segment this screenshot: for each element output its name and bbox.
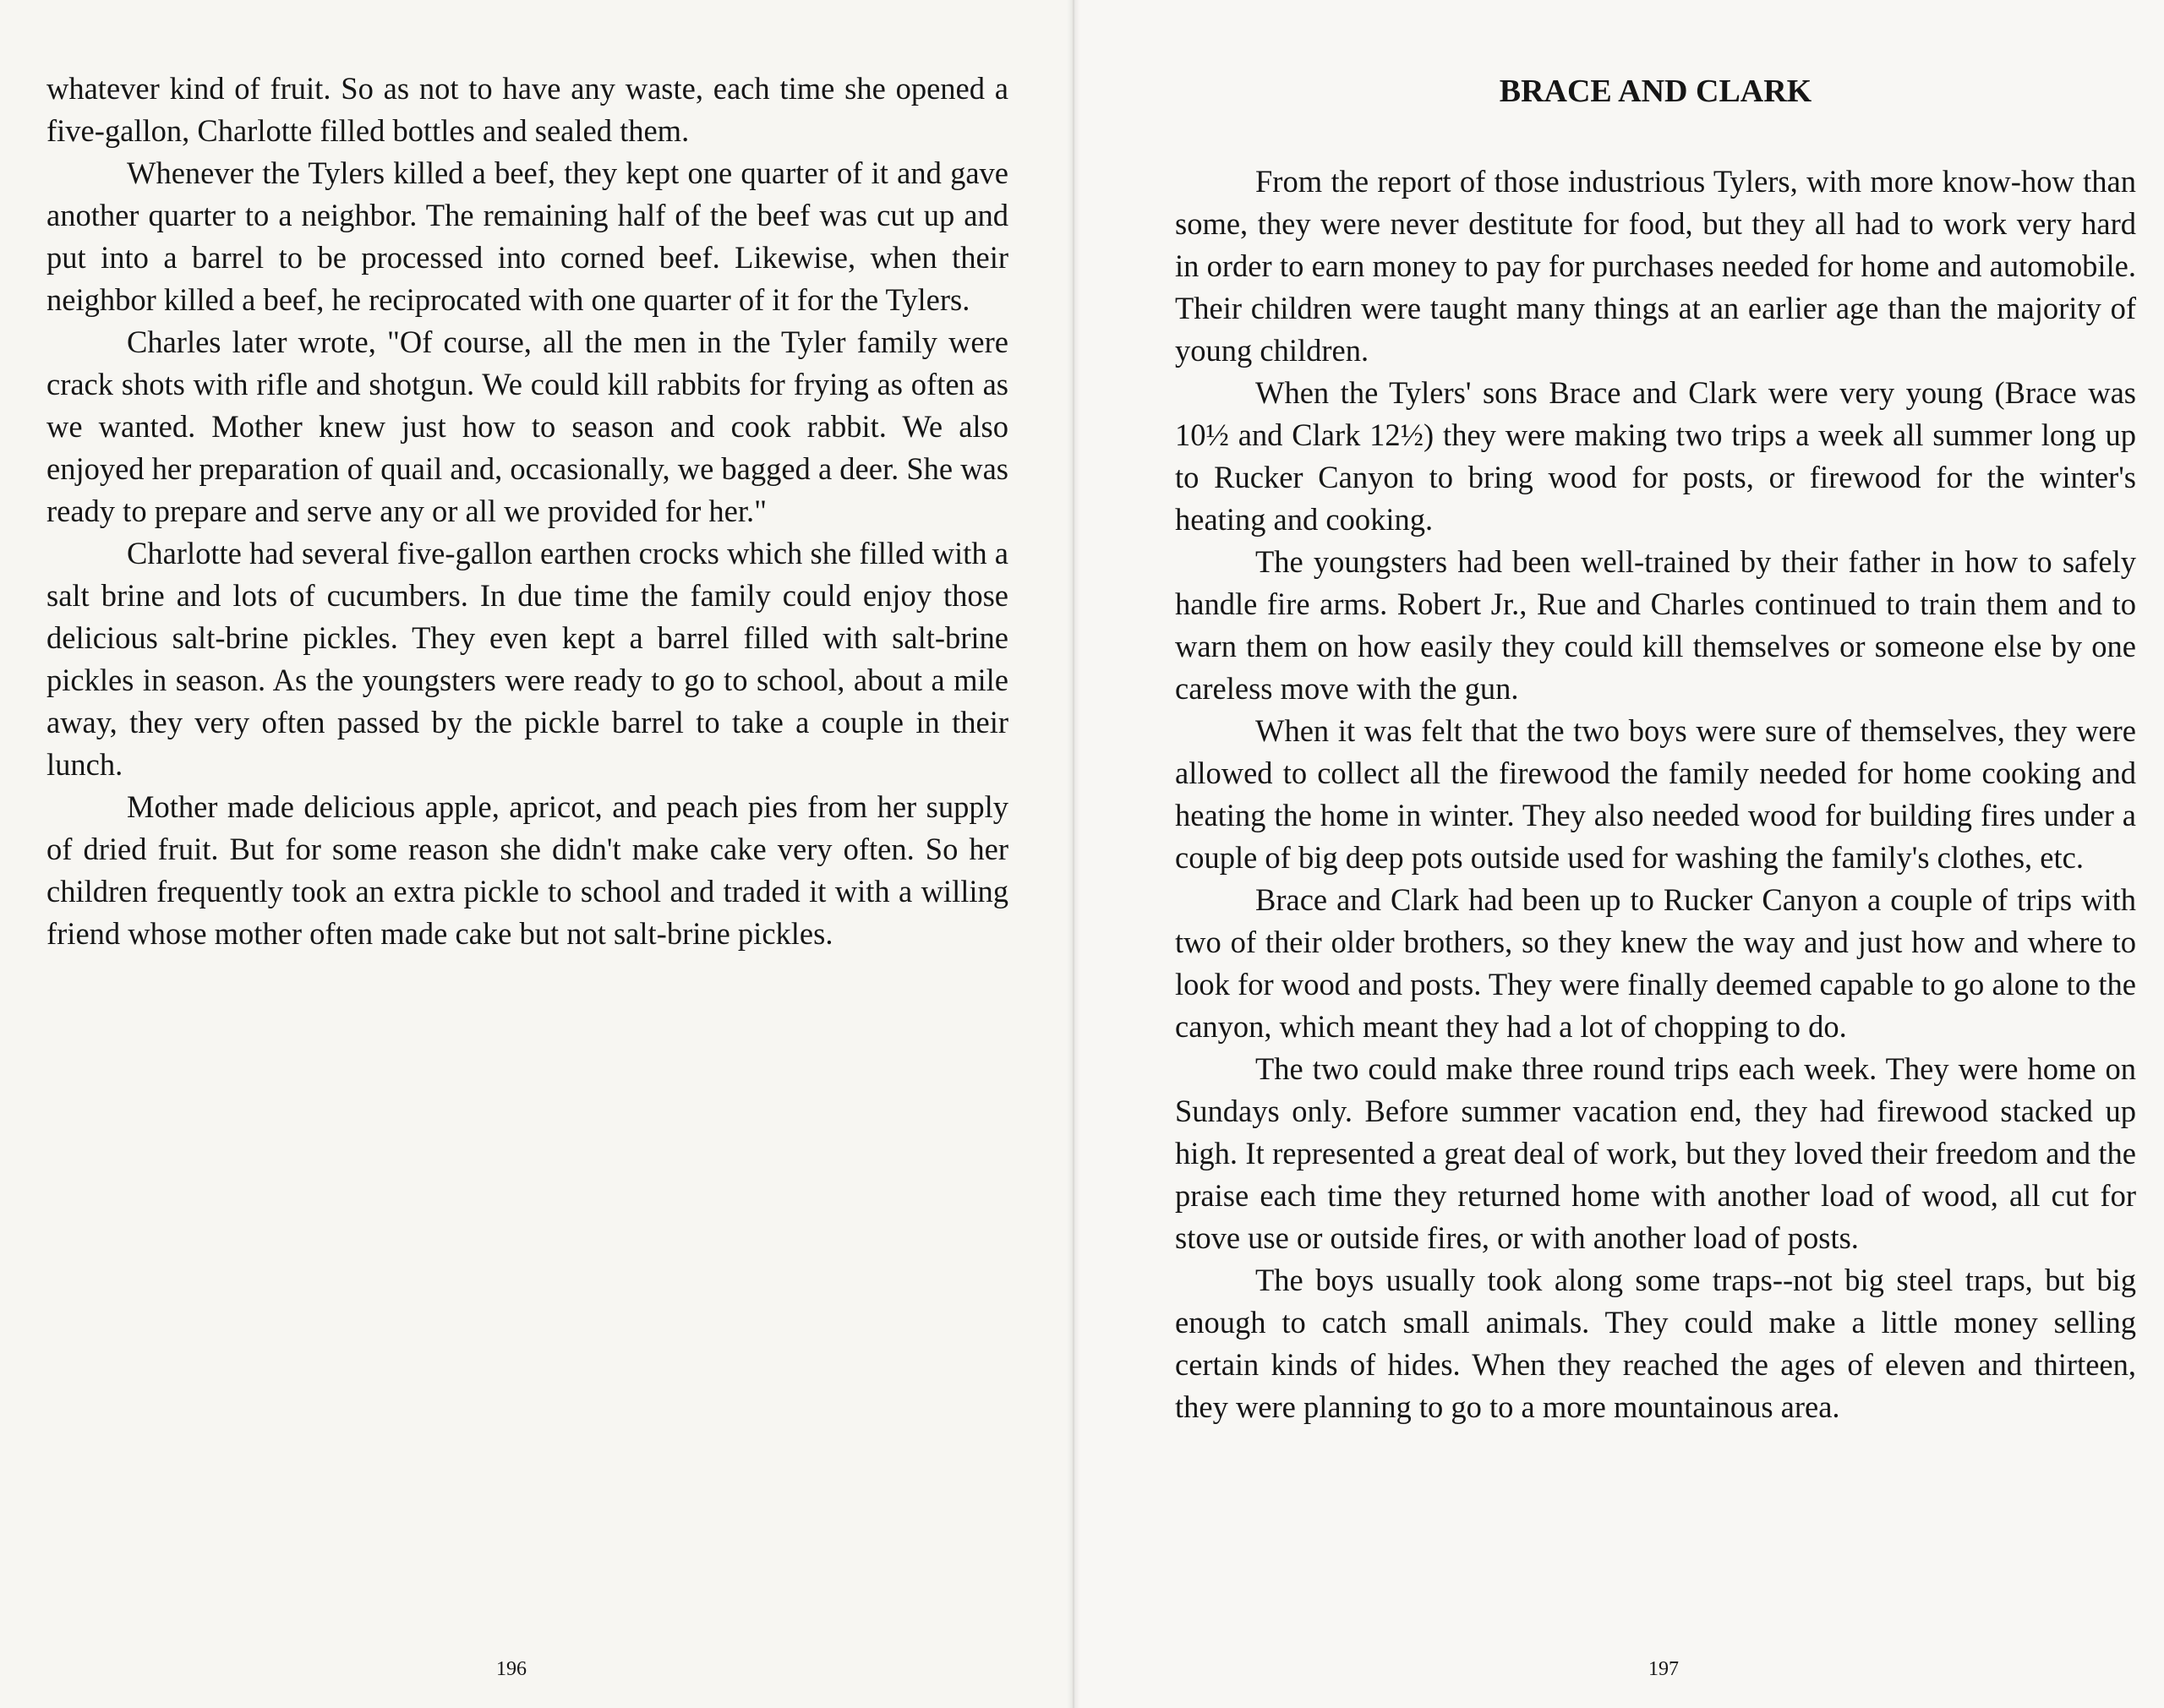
- chapter-title: BRACE AND CLARK: [1499, 74, 1812, 109]
- paragraph: Charles later wrote, "Of course, all the men in the Tyler family were crack shots with rifle and shotgun. We could kill rabbits for frying as often as we wanted. Mother knew just how to season and cook rabbit. We also enjoyed her preparation of quail and, occasionally, we bagged a deer. She was ready to prepare and serve any or all we provided for her.": [46, 325, 1008, 528]
- paragraph: The boys usually took along some traps--not big steel traps, but big enough to catch small animals. They could make a little money selling certain kinds of hides. When they reached the ages of eleven and thirteen, they were planning to go to a more mountainous area.: [1175, 1263, 2136, 1424]
- left-page: [0, 0, 1074, 1708]
- paragraph: The youngsters had been well-trained by their father in how to safely handle fire arms. Robert Jr., Rue and Charles continued to train them and to warn them on how easily they could kill themselves or someone else by one careless move with the gun.: [1175, 544, 2136, 706]
- paragraph: The two could make three round trips each week. They were home on Sundays only. Before summer vacation end, they had firewood stacked up high. It represented a great deal of work, but they loved their freedom and the praise each time they returned home with another load of wood, all cut for stove use or outside fires, or with another load of posts.: [1175, 1051, 2136, 1255]
- paragraph: When it was felt that the two boys were sure of themselves, they were allowed to collect all the firewood the family needed for home cooking and heating the home in winter. They also needed wood for building fires under a couple of big deep pots outside used for washing the family's clothes, etc.: [1175, 713, 2136, 875]
- left-page-body: [46, 68, 1008, 955]
- paragraph: Whenever the Tylers killed a beef, they kept one quarter of it and gave another quarter to a neighbor. The remaining half of the beef was cut up and put into a barrel to be processed into corned beef. Likewise, when their neighbor killed a beef, he reciprocated with one quarter of it for the Tylers.: [46, 156, 1008, 317]
- paragraph: Charlotte had several five-gallon earthen crocks which she filled with a salt brine and lots of cucumbers. In due time the family could enjoy those delicious salt-brine pickles. They even kept a barrel filled with salt-brine pickles in season. As the youngsters were ready to go to school, about a mile away, they very often passed by the pickle barrel to take a couple in their lunch.: [46, 536, 1008, 782]
- book-gutter: [1067, 0, 1080, 1708]
- page-number: 197: [1648, 1658, 1679, 1680]
- right-page-body: [1175, 161, 2136, 1428]
- paragraph: Brace and Clark had been up to Rucker Canyon a couple of trips with two of their older brothers, so they knew the way and just how and where to look for wood and posts. They were finally deemed capable to go alone to the canyon, which meant they had a lot of chopping to do.: [1175, 882, 2136, 1044]
- right-page: [1074, 0, 2164, 1708]
- paragraph: Mother made delicious apple, apricot, and peach pies from her supply of dried fruit. But for some reason she didn't make cake very often. So her children frequently took an extra pickle to school and traded it with a willing friend whose mother often made cake but not salt-brine pickles.: [46, 789, 1008, 951]
- paragraph: From the report of those industrious Tylers, with more know-how than some, they were never destitute for food, but they all had to work very hard in order to earn money to pay for purchases needed for home and automobile. Their children were taught many things at an earlier age than the majority of young children.: [1175, 164, 2136, 368]
- page-number: 196: [496, 1658, 527, 1680]
- paragraph: whatever kind of fruit. So as not to have any waste, each time she opened a five-gallon, Charlotte filled bottles and sealed them.: [46, 71, 1008, 148]
- paragraph: When the Tylers' sons Brace and Clark were very young (Brace was 10½ and Clark 12½) they were making two trips a week all summer long up to Rucker Canyon to bring wood for posts, or firewood for the winter's heating and cooking.: [1175, 375, 2136, 537]
